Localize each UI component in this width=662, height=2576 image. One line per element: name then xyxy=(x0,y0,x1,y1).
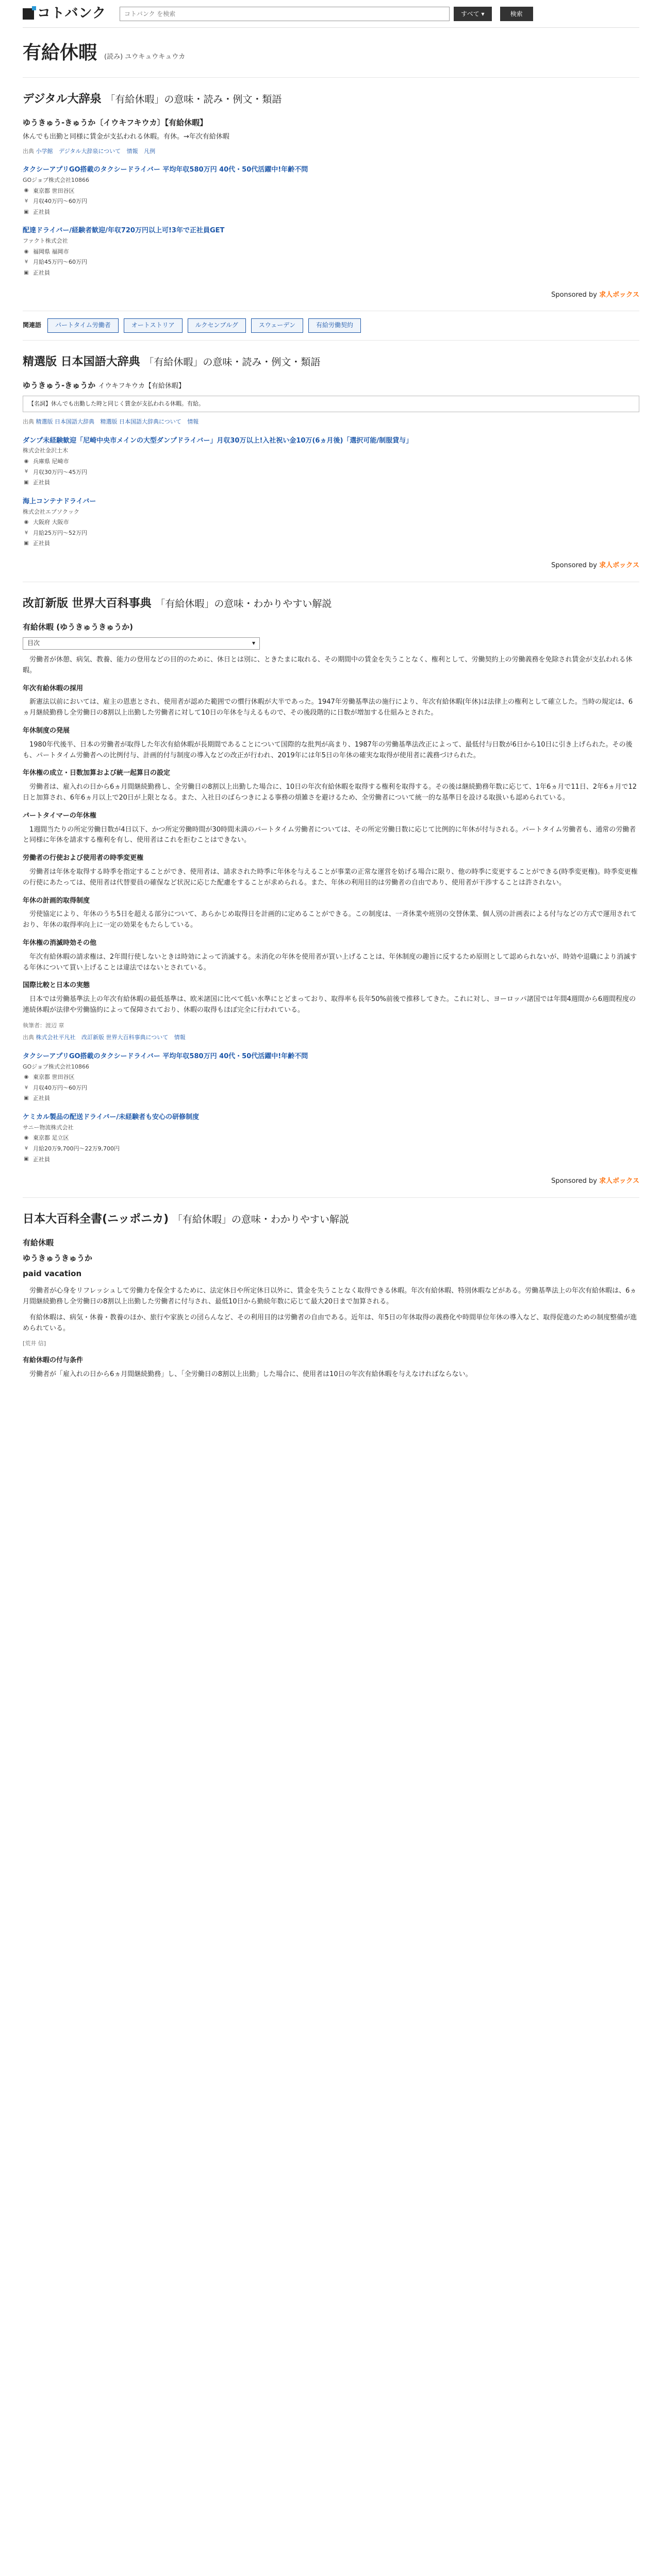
job-ad-type xyxy=(23,1094,639,1103)
job-ad-location xyxy=(23,1073,639,1082)
related-tag[interactable]: スウェーデン xyxy=(251,318,303,332)
subsection-heading: パートタイマーの年休権 xyxy=(23,811,96,820)
briefcase-icon: ▣ xyxy=(24,540,29,547)
location-pin-icon: ◉ xyxy=(24,248,29,255)
location-pin-icon: ◉ xyxy=(24,458,29,464)
briefcase-icon: ▣ xyxy=(24,480,29,486)
search-scope-label: すべて xyxy=(460,10,479,18)
meta-about-link[interactable]: デジタル大辞泉について xyxy=(59,147,121,155)
meta-publisher-link[interactable]: 株式会社平凡社 xyxy=(36,1034,76,1041)
meta-source-label: 出典 xyxy=(23,147,34,155)
subsection-text: 労働者は、雇入れの日から6ヵ月間継続勤務し、全労働日の8割以上出勤した場合に、10日の年次有給休暇を取得する権利を取得する。その後は継続勤務年数に応じて、1年6ヵ月で11日、2年6ヵ月で12日と加算され、6年6ヵ月以上で20日が上限となる。また、入社日のばらつきによる事務の煩雑さを避けるため、全労働者について統一的な基準日を設ける取扱いも認められている。 xyxy=(23,783,637,802)
subsection-heading: 年次有給休暇の採用 xyxy=(23,684,84,692)
job-ad-type-text: 正社員 xyxy=(33,208,50,215)
job-ad-salary xyxy=(23,258,639,267)
job-ad-salary xyxy=(23,468,639,477)
briefcase-icon: ▣ xyxy=(24,1156,29,1162)
job-ad-type xyxy=(23,478,639,487)
sponsor-label: Sponsored by xyxy=(551,562,597,570)
yen-icon: ¥ xyxy=(24,469,28,475)
yen-icon: ¥ xyxy=(24,259,28,265)
related-label: 関連語 xyxy=(23,321,42,329)
subsection-text: 労働者が「雇入れの日から6ヵ月間継続勤務」し、「全労働日の8割以上出勤」した場合に、使用者は10日の年次有給休暇を与えなければならない。 xyxy=(29,1370,472,1378)
source-meta xyxy=(23,147,639,156)
job-ad-location xyxy=(23,1133,639,1143)
job-ad-salary xyxy=(23,1083,639,1093)
yen-icon: ¥ xyxy=(24,530,28,536)
job-ad-type-text: 正社員 xyxy=(33,479,50,486)
sponsor-brand-logo[interactable]: 求人ボックス xyxy=(599,562,639,570)
job-ad-salary xyxy=(23,197,639,206)
job-ad-location xyxy=(23,247,639,257)
job-ad-location xyxy=(23,457,639,466)
location-pin-icon: ◉ xyxy=(24,519,29,526)
related-tag[interactable]: オートストリア xyxy=(124,318,183,332)
entry-paragraph: 労働者が心身をリフレッシュして労働力を保全するために、法定休日や所定休日以外に、賃金を失うことなく取得できる休暇。年次有給休暇、特別休暇などがある。労働基準法上の年次有給休暇は、6ヵ月間継続勤務し全労働日の8割以上出勤した労働者に付与され、最低10日から勤続年数に応じて最大20日まで加算される。 xyxy=(23,1287,637,1306)
section-heading xyxy=(23,595,639,613)
job-ad-salary-text: 月給20万9,700円〜22万9,700円 xyxy=(33,1145,120,1153)
job-ad-salary-text: 月給25万円〜52万円 xyxy=(33,529,87,536)
section-heading-main: デジタル大辞泉 xyxy=(23,92,102,106)
sponsor-brand-logo[interactable]: 求人ボックス xyxy=(599,1177,639,1185)
subsection-heading: 年休権の消滅時効その他 xyxy=(23,939,97,947)
job-ad-location-text: 東京都 世田谷区 xyxy=(33,187,75,194)
section-heading-sub: 「有給休暇」の意味・読み・例文・類語 xyxy=(144,356,321,368)
subsection-text: 新憲法以前においては、雇主の恩恵とされ、使用者が認めた範囲での慣行休暇が大半であった。1947年労働基準法の施行により、年次有給休暇(年休)は法律上の権利として確立した。当時の規定は、6ヵ月継続勤務し全労働日の8割以上出勤した労働者に対して10日の年休を与えるもので、その後段階的に日数が増加する仕組みとされた。 xyxy=(23,698,633,717)
sponsor-line xyxy=(23,1173,639,1193)
job-ad-salary-text: 月収40万円〜60万円 xyxy=(33,198,87,205)
meta-publisher-link[interactable]: 精選版 日本国語大辞典 xyxy=(36,418,94,426)
sponsor-label: Sponsored by xyxy=(551,1177,597,1185)
job-ad[interactable] xyxy=(23,497,639,548)
meta-source-label: 出典 xyxy=(23,1034,34,1041)
job-ad-location xyxy=(23,187,639,196)
search-scope-select[interactable]: すべて ▾ xyxy=(454,7,492,21)
job-ad-type-text: 正社員 xyxy=(33,269,50,276)
job-ad-location xyxy=(23,518,639,527)
job-ad-company: GOジョブ株式会社10866 xyxy=(23,176,89,183)
job-ad-location-text: 福岡県 福岡市 xyxy=(33,248,69,255)
entry-headword: 有給休暇 (ゆうきゅうきゅうか) xyxy=(23,622,133,632)
section-heading-main: 日本大百科全書(ニッポニカ) xyxy=(23,1213,169,1226)
subsection-text: 日本では労働基準法上の年次有給休暇の最低基準は、欧米諸国に比べて低い水準にとどまっており、取得率も長年50%前後で推移してきた。これに対し、ヨーロッパ諸国では年間4週間から6週間程度の連続休暇が法律や労働協約によって保障されており、休暇の取得もほぼ完全に行われている。 xyxy=(23,995,636,1014)
meta-legend-link[interactable]: 凡例 xyxy=(144,147,156,155)
section-heading xyxy=(23,353,639,371)
entry-headword-text: ゆうきゅう‐きゅうか xyxy=(23,380,96,390)
yen-icon: ¥ xyxy=(24,1145,28,1151)
subsection-text: 労働者は年休を取得する時季を指定することができ、使用者は、請求された時季に年休を与えることが事業の正常な運営を妨げる場合に限り、他の時季に変更することができる(時季変更権)。時季変更権の行使にあたっては、使用者は代替要員の確保など状況に応じた配慮をすることが求められる。また、年休の利用目的は労働者の自由であり、使用者が干渉することは許されない。 xyxy=(23,868,638,887)
job-ad-title[interactable]: ダンプ未経験歓迎「尼崎中央市メインの大型ダンプドライバー」月収30万以上!入社祝い金10万(6ヵ月後)「選択可能/制服貸与」 xyxy=(23,436,413,445)
subsection-text: 1週間当たりの所定労働日数が4日以下、かつ所定労働時間が30時間未満のパートタイム労働者については、その所定労働日数に応じて比例的に年休が付与される。パートタイム労働者も、通常の労働者と同様に年休を請求する権利を有し、使用者はこれを拒むことはできない。 xyxy=(23,825,636,844)
writer-credit: [荒井 信] xyxy=(23,1340,46,1347)
job-ad-title[interactable]: 海上コンテナドライバー xyxy=(23,497,96,505)
search-input[interactable] xyxy=(120,7,450,21)
location-pin-icon: ◉ xyxy=(24,188,29,194)
entry-paragraph: 有給休暇は、病気・休養・教養のほか、旅行や家族との団らんなど、その利用目的は労働者の自由である。近年は、年5日の年休取得の義務化や時間単位年休の導入など、取得促進のための制度整備が進められている。 xyxy=(23,1313,637,1332)
meta-info-link[interactable]: 情報 xyxy=(126,147,138,155)
sponsor-line xyxy=(23,287,639,307)
meta-info-link[interactable]: 情報 xyxy=(187,418,199,426)
job-ad-salary-text: 月収30万円〜45万円 xyxy=(33,468,87,476)
job-ad-salary-text: 月給45万円〜60万円 xyxy=(33,259,87,266)
job-ad-company: GOジョブ株式会社10866 xyxy=(23,1063,89,1070)
job-ad-company: 株式会社金沢土木 xyxy=(23,447,68,454)
section-heading-sub: 「有給休暇」の意味・読み・例文・類語 xyxy=(105,93,282,105)
chevron-down-icon: ▾ xyxy=(252,639,255,647)
job-ad-title[interactable]: 配達ドライバー/経験者歓迎/年収720万円以上可!3年で正社員GET xyxy=(23,227,225,235)
job-ad[interactable] xyxy=(23,1112,639,1164)
subsection-text: 1980年代後半、日本の労働者が取得した年次有給休暇が長期間であることについて国際的な批判が高まり、1987年の労働基準法改正によって、最低付与日数が6日から10日に引き上げられた。その後も、パートタイム労働者への比例付与、計画的付与制度の導入などの改正が行われ、2019年には年5日の年休の確実な取得が使用者に義務づけられた。 xyxy=(23,740,633,759)
job-ad-company: 株式会社エプソクック xyxy=(23,508,79,515)
entry-headword: ゆうきゅう‐きゅうか〔イウキフキウカ〕【有給休暇】 xyxy=(23,117,208,127)
job-ad-company: サニー物流株式会社 xyxy=(23,1124,74,1131)
definition-table xyxy=(23,396,639,412)
entry-english: paid vacation xyxy=(23,1269,82,1279)
job-ad-salary xyxy=(23,1144,639,1154)
job-ad-title[interactable]: タクシーアプリGO搭載のタクシードライバー 平均年収580万円 40代・50代活躍中!年齢不問 xyxy=(23,1052,308,1060)
title-block xyxy=(23,28,639,78)
job-ad[interactable] xyxy=(23,226,639,277)
sponsor-brand-logo[interactable]: 求人ボックス xyxy=(599,291,639,299)
section-heading-main: 精選版 日本国語大辞典 xyxy=(23,355,140,368)
briefcase-icon: ▣ xyxy=(24,1095,29,1101)
source-meta xyxy=(23,417,639,427)
related-tag[interactable]: ルクセンブルグ xyxy=(188,318,246,332)
job-ad[interactable] xyxy=(23,436,639,487)
yen-icon: ¥ xyxy=(24,198,28,204)
toc-select-value: 目次 xyxy=(27,639,40,647)
section-heading xyxy=(23,1210,639,1228)
meta-source-label: 出典 xyxy=(23,418,34,426)
section-heading xyxy=(23,90,639,108)
job-ad-salary-text: 月収40万円〜60万円 xyxy=(33,1084,87,1091)
logo-mark-icon xyxy=(23,8,34,20)
briefcase-icon: ▣ xyxy=(24,209,29,215)
search-button[interactable]: 検索 xyxy=(500,7,533,21)
site-logo[interactable] xyxy=(23,3,106,25)
page-title: 有給休暇 xyxy=(23,42,97,63)
sponsor-label: Sponsored by xyxy=(551,291,597,299)
meta-about-link[interactable]: 精選版 日本国語大辞典について xyxy=(100,418,181,426)
entry-reading: イウキフキウカ【有給休暇】 xyxy=(98,382,185,390)
job-ad-company: ファクト株式会社 xyxy=(23,238,68,245)
job-ad-location-text: 大阪府 大阪市 xyxy=(33,519,69,526)
job-ad-type-text: 正社員 xyxy=(33,1156,50,1163)
entry-headword: 有給休暇 xyxy=(23,1238,54,1248)
sponsor-line xyxy=(23,557,639,578)
related-tag[interactable]: パートタイム労働者 xyxy=(47,318,119,332)
source-meta xyxy=(23,1033,639,1042)
related-words xyxy=(23,311,639,340)
meta-info-link[interactable]: 情報 xyxy=(174,1034,186,1041)
section-heading-main: 改訂新版 世界大百科事典 xyxy=(23,597,152,610)
location-pin-icon: ◉ xyxy=(24,1135,29,1141)
job-ad-type xyxy=(23,539,639,548)
job-ad-title[interactable]: タクシーアプリGO搭載のタクシードライバー 平均年収580万円 40代・50代活躍中!年齢不問 xyxy=(23,166,308,174)
entry-intro: 労働者が休憩、病気、教養、能力の登用などの目的のために、休日とは別に、ときたまに取れる、その期間中の賃金を失うことなく、権利として、労働契約上の労働義務を免除され賃金が支払われる休暇。 xyxy=(23,656,633,674)
section-nipponica xyxy=(23,1198,639,1389)
entry-headword xyxy=(23,379,639,392)
search-bar xyxy=(120,7,533,21)
subsection-text: 年次有給休暇の請求権は、2年間行使しないときは時効によって消滅する。未消化の年休を使用者が買い上げることは、年休制度の趣旨に反するため原則として認められないが、時効や退職により消滅する年休について買い上げることは違法ではないとされている。 xyxy=(23,953,637,972)
related-tag[interactable]: 有給労働契約 xyxy=(308,318,361,332)
writer-credit: 執筆者：渡辺 章 xyxy=(23,1022,64,1029)
job-ad-location-text: 兵庫県 尼崎市 xyxy=(33,458,69,465)
subsection-heading: 有給休暇の付与条件 xyxy=(23,1357,84,1365)
job-ad-type-text: 正社員 xyxy=(33,540,50,547)
subsection-heading: 国際比較と日本の実態 xyxy=(23,981,90,990)
subsection-heading: 年休権の成立・日数加算および統一起算日の設定 xyxy=(23,769,171,777)
entry-definition: 休んでも出勤と同様に賃金が支払われる休暇。有休。→年次有給休暇 xyxy=(23,132,229,141)
job-ad-salary xyxy=(23,529,639,538)
yen-icon: ¥ xyxy=(24,1084,28,1091)
job-ad-type xyxy=(23,1155,639,1164)
job-ad-type xyxy=(23,268,639,278)
subsection-text: 労使協定により、年休のうち5日を超える部分について、あらかじめ取得日を計画的に定めることができる。この制度は、一斉休業や班別の交替休業、個人別の計画表による付与などの方式で運用されており、年休の取得率向上に一定の効果をもたらしている。 xyxy=(23,910,637,929)
subsection-heading: 労働者の行使および使用者の時季変更権 xyxy=(23,854,144,862)
section-sekai-daihyakka xyxy=(23,582,639,1198)
meta-about-link[interactable]: 改訂新版 世界大百科事典について xyxy=(81,1034,169,1041)
entry-reading: ゆうきゅうきゅうか xyxy=(23,1253,93,1263)
job-ad-type-text: 正社員 xyxy=(33,1095,50,1102)
page-reading: (読み) ユウキュウキュウカ xyxy=(104,53,186,61)
job-ad[interactable] xyxy=(23,1052,639,1103)
definition-cell: 【名詞】休んでも出勤した時と同じく賃金が支払われる休暇。有給。 xyxy=(23,396,639,412)
meta-publisher-link[interactable]: 小学館 xyxy=(36,147,53,155)
job-ad-location-text: 東京都 足立区 xyxy=(33,1134,69,1142)
site-header xyxy=(23,0,639,28)
job-ad-location-text: 東京都 世田谷区 xyxy=(33,1074,75,1081)
job-ad-title[interactable]: ケミカル製品の配送ドライバー/未経験者も安心の研修制度 xyxy=(23,1113,200,1122)
section-heading-sub: 「有給休暇」の意味・わかりやすい解説 xyxy=(172,1214,349,1226)
section-digital-daijisen xyxy=(23,78,639,312)
toc-select[interactable] xyxy=(23,637,260,650)
subsection-heading: 年休制度の発展 xyxy=(23,726,70,735)
subsection-heading: 年休の計画的取得制度 xyxy=(23,896,90,905)
location-pin-icon: ◉ xyxy=(24,1074,29,1080)
section-heading-sub: 「有給休暇」の意味・わかりやすい解説 xyxy=(155,598,332,609)
section-seisen-nikkoku xyxy=(23,341,639,582)
logo-text: コトバンク xyxy=(37,5,106,21)
job-ad[interactable] xyxy=(23,165,639,216)
briefcase-icon: ▣ xyxy=(24,269,29,276)
job-ad-type xyxy=(23,208,639,217)
